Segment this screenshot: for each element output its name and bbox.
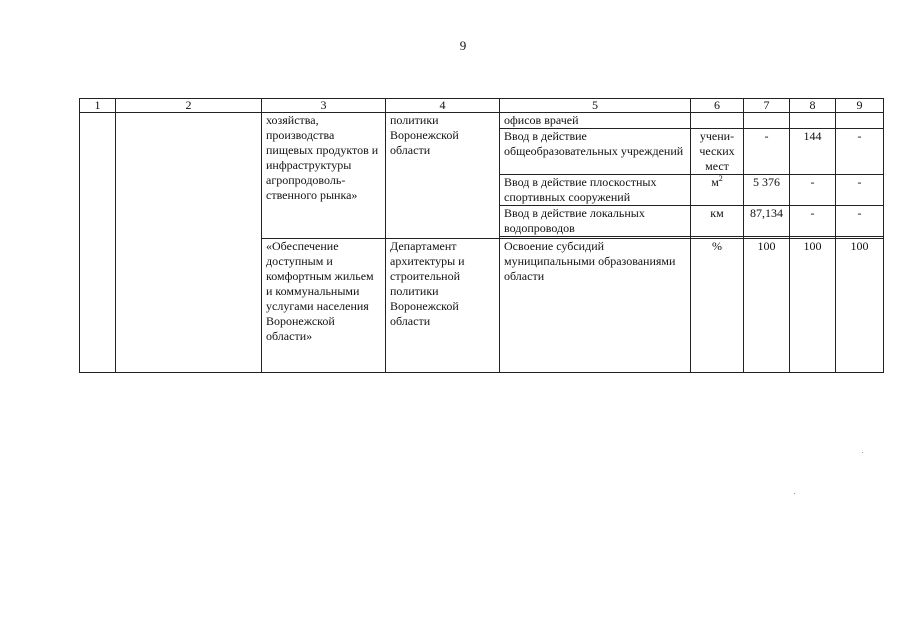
value-cell: 87,134 [744,206,790,237]
header-cell: 8 [790,99,836,113]
program-name-cell: хозяйства, производства пищевых продуктов и инфраструктуры агропродоволь-ственного рынка» [262,113,386,239]
header-cell: 4 [386,99,500,113]
col1-cell [80,113,116,373]
indicator-cell: Ввод в действие плоскостных спортивных сооружений [500,175,691,206]
value-cell: 100 [836,239,884,373]
indicator-cell: Ввод в действие локальных водопроводов [500,206,691,237]
unit-text: м [711,175,719,189]
indicators-table [79,98,884,373]
program-name-cell: «Обеспечение доступным и комфортным жильем и коммунальными услугами населения Воронежской области» [262,239,386,373]
value-cell: 5 376 [744,175,790,206]
scan-artifact [862,452,863,453]
header-cell: 6 [691,99,744,113]
unit-cell [691,113,744,129]
indicator-cell: Освоение субсидий муниципальными образованиями области [500,239,691,373]
value-cell: 100 [790,239,836,373]
header-cell: 1 [80,99,116,113]
header-cell: 9 [836,99,884,113]
unit-superscript: 2 [718,174,723,183]
col2-cell [116,113,262,373]
executor-cell: Департамент архитектуры и строительной политики Воронежской области [386,239,500,373]
value-cell: 144 [790,129,836,175]
value-cell: 100 [744,239,790,373]
scan-artifact [794,493,795,494]
unit-cell [691,175,744,206]
value-cell: - [836,175,884,206]
value-cell [836,113,884,129]
unit-cell: км [691,206,744,237]
value-cell: - [744,129,790,175]
header-cell: 2 [116,99,262,113]
value-cell: - [836,129,884,175]
value-cell [744,113,790,129]
unit-cell: % [691,239,744,373]
value-cell: - [836,206,884,237]
value-cell: - [790,175,836,206]
page-number: 9 [459,38,467,53]
unit-cell: учени-ческих мест [691,129,744,175]
executor-cell: политики Воронежской области [386,113,500,239]
header-cell: 3 [262,99,386,113]
header-row [80,99,884,113]
table-row [80,113,884,129]
header-cell: 5 [500,99,691,113]
value-cell: - [790,206,836,237]
indicator-cell: офисов врачей [500,113,691,129]
value-cell [790,113,836,129]
header-cell: 7 [744,99,790,113]
indicator-cell: Ввод в действие общеобразовательных учреждений [500,129,691,175]
